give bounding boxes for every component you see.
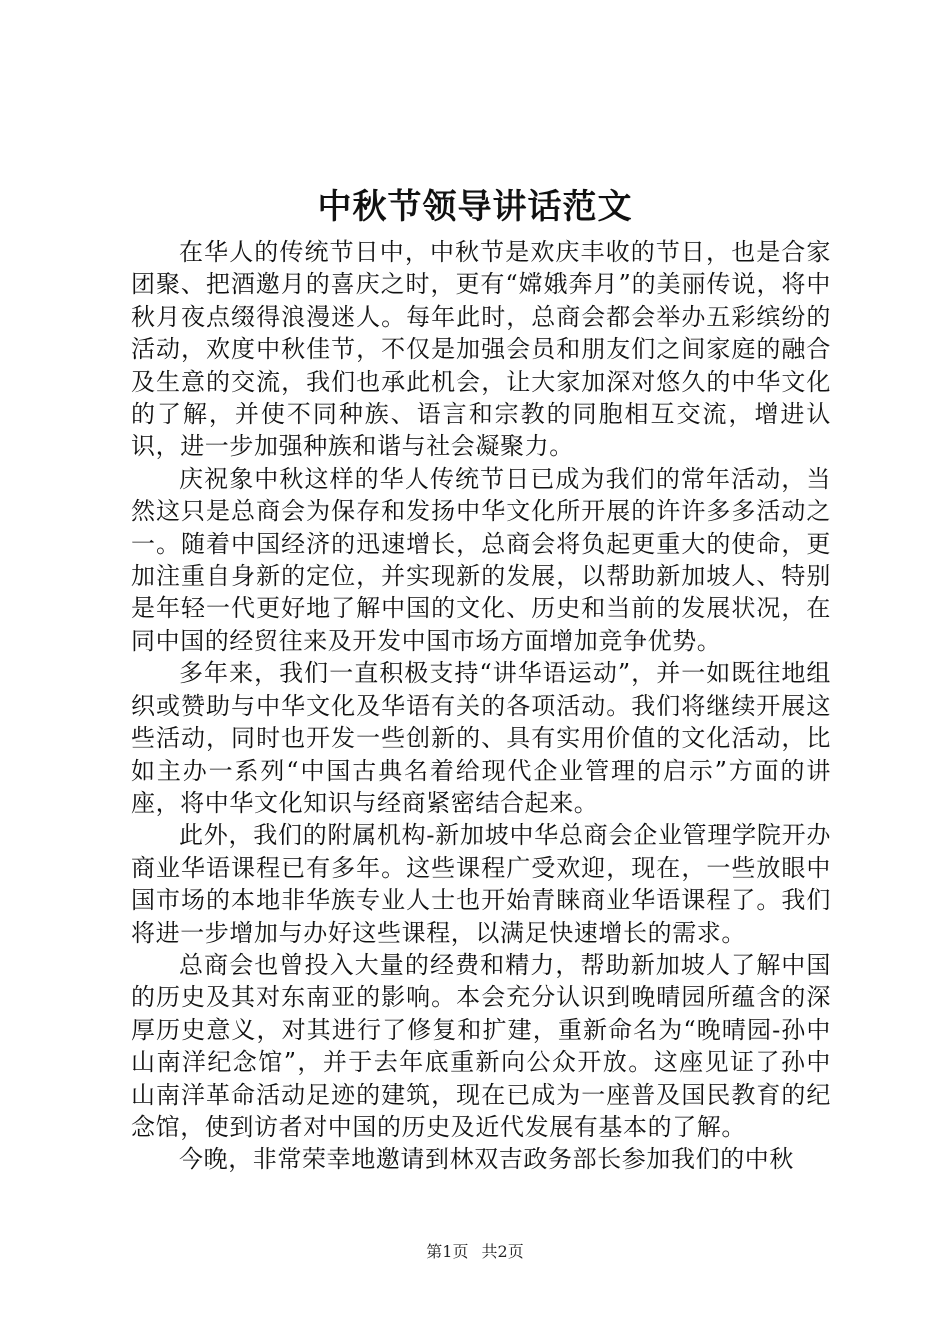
document-title: 中秋节领导讲话范文 xyxy=(317,187,633,227)
paragraph-1: 在华人的传统节日中，中秋节是欢庆丰收的节日，也是合家团聚、把酒邀月的喜庆之时，更有“嫦娥奔月”的美丽传说，将中秋月夜点缀得浪漫迷人。每年此时，总商会都会举办五彩缤纷的活动，欢度中秋佳节，不仅是加强会员和朋友们之间家庭的融合及生意的交流，我们也承此机会，让大家加深对悠久的中华文化的了解，并使不同种族、语言和宗教的同胞相互交流，增进认识，进一步加强种族和谐与社会凝聚力。 xyxy=(131,238,831,461)
page-number-current: 第1页 xyxy=(426,1242,469,1261)
paragraph-5: 总商会也曾投入大量的经费和精力，帮助新加坡人了解中国的历史及其对东南亚的影响。本会充分认识到晚晴园所蕴含的深厚历史意义，对其进行了修复和扩建，重新命名为“晚晴园-孙中山南洋纪念馆”，并于去年底重新向公众开放。这座见证了孙中山南洋革命活动足迹的建筑，现在已成为一座普及国民教育的纪念馆，使到访者对中国的历史及近代发展有基本的了解。 xyxy=(131,950,831,1141)
document-body xyxy=(131,236,831,1176)
paragraph-2: 庆祝象中秋这样的华人传统节日已成为我们的常年活动，当然这只是总商会为保存和发扬中华文化所开展的许许多多活动之一。随着中国经济的迅速增长，总商会将负起更重大的使命，更加注重自身新的定位，并实现新的发展，以帮助新加坡人、特别是年轻一代更好地了解中国的文化、历史和当前的发展状况，在同中国的经贸往来及开发中国市场方面增加竞争优势。 xyxy=(131,464,831,655)
paragraph-3: 多年来，我们一直积极支持“讲华语运动”，并一如既往地组织或赞助与中华文化及华语有关的各项活动。我们将继续开展这些活动，同时也开发一些创新的、具有实用价值的文化活动，比如主办一系列“中国古典名着给现代企业管理的启示”方面的讲座，将中华文化知识与经商紧密结合起来。 xyxy=(131,659,831,817)
page-footer xyxy=(0,1240,950,1264)
paragraph-6: 今晚，非常荣幸地邀请到林双吉政务部长参加我们的中秋 xyxy=(179,1145,794,1174)
page-number-total: 共2页 xyxy=(481,1242,524,1261)
paragraph-4: 此外，我们的附属机构-新加坡中华总商会企业管理学院开办商业华语课程已有多年。这些课程广受欢迎，现在，一些放眼中国市场的本地非华族专业人士也开始青睐商业华语课程了。我们将进一步增加与办好这些课程，以满足快速增长的需求。 xyxy=(131,821,831,947)
